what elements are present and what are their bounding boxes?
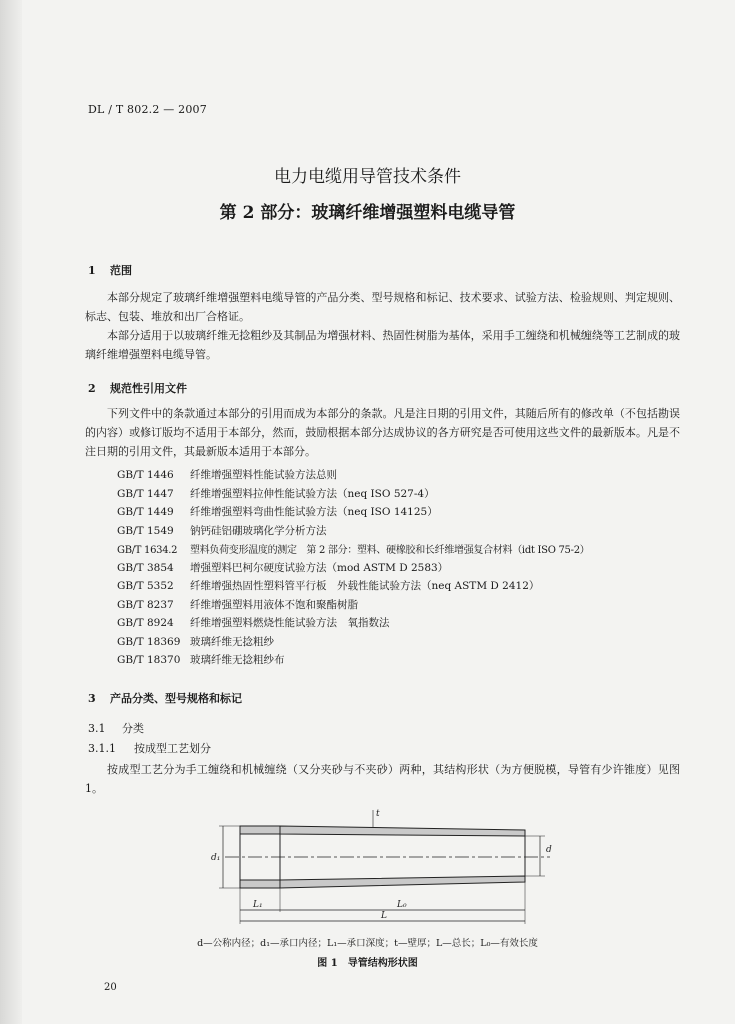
reference-code: GB/T 1634.2 xyxy=(117,545,178,556)
label-L0: L₀ xyxy=(397,900,407,910)
subsection-title: 分类 xyxy=(122,722,144,735)
section-1-body xyxy=(85,288,680,364)
page-number: 20 xyxy=(104,982,117,993)
reference-item xyxy=(117,578,687,597)
label-t: t xyxy=(376,809,380,819)
reference-title: 纤维增强塑料性能试验方法总则 xyxy=(190,469,337,481)
paragraph: 本部分规定了玻璃纤维增强塑料电缆导管的产品分类、型号规格和标记、技术要求、试验方法、检验规则、判定规则、标志、包装、堆放和出厂合格证。 xyxy=(85,291,680,323)
reference-item xyxy=(117,615,687,634)
pipe-wall-bottom xyxy=(280,876,525,888)
label-L: L xyxy=(381,911,387,921)
reference-item xyxy=(117,523,687,542)
subsection-number: 3.1 xyxy=(88,722,106,735)
reference-title: 塑料负荷变形温度的测定 第 2 部分：塑料、硬橡胶和长纤维增强复合材料（idt ISO 75-2） xyxy=(190,545,590,556)
reference-title: 纤维增强塑料燃烧性能试验方法 氧指数法 xyxy=(190,617,390,629)
section-number: 1 xyxy=(88,264,96,277)
reference-item xyxy=(117,504,687,523)
section-title: 范围 xyxy=(110,264,132,277)
paragraph: 本部分适用于以玻璃纤维无捻粗纱及其制品为增强材料、热固性树脂为基体，采用手工缠绕和机械缠绕等工艺制成的玻璃纤维增强塑料电缆导管。 xyxy=(85,329,680,361)
reference-item xyxy=(117,634,687,653)
document-title: 电力电缆用导管技术条件 xyxy=(274,167,461,187)
reference-title: 纤维增强热固性塑料管平行板 外载性能试验方法（neq ASTM D 2412） xyxy=(190,580,540,592)
conduit-structure-diagram xyxy=(205,806,560,931)
reference-code: GB/T 1549 xyxy=(117,524,174,537)
section-3-heading xyxy=(88,690,242,706)
subsection-3-1-heading xyxy=(88,720,144,736)
reference-title: 钠钙硅铝硼玻璃化学分析方法 xyxy=(190,524,327,537)
reference-code: GB/T 1446 xyxy=(117,469,174,481)
figure-legend: d—公称内径；d₁—承口内径；L₁—承口深度；t—壁厚；L—总长；L₀—有效长度 xyxy=(197,938,538,949)
document-subtitle: 第 2 部分：玻璃纤维增强塑料电缆导管 xyxy=(219,203,516,223)
section-3-body xyxy=(85,760,680,798)
reference-title: 纤维增强塑料拉伸性能试验方法（neq ISO 527-4） xyxy=(190,487,435,500)
label-d1: d₁ xyxy=(211,853,221,863)
reference-list xyxy=(117,467,687,671)
scan-shadow-edge xyxy=(0,0,22,1024)
reference-code: GB/T 8924 xyxy=(117,617,174,629)
section-2-body xyxy=(85,404,680,461)
subsection-title: 按成型工艺划分 xyxy=(134,742,211,755)
pipe-wall-top xyxy=(280,826,525,836)
section-1-heading xyxy=(88,262,132,278)
reference-title: 玻璃纤维无捻粗纱 xyxy=(190,635,274,648)
reference-item xyxy=(117,486,687,505)
label-L1: L₁ xyxy=(253,900,263,910)
section-number: 2 xyxy=(88,382,96,395)
section-2-heading xyxy=(88,380,187,396)
reference-title: 纤维增强塑料弯曲性能试验方法（neq ISO 14125） xyxy=(190,506,438,518)
reference-code: GB/T 5352 xyxy=(117,580,174,592)
label-d: d xyxy=(546,845,552,855)
reference-code: GB/T 1447 xyxy=(117,487,174,500)
reference-code: GB/T 1449 xyxy=(117,506,174,518)
figure-caption: 图 1 导管结构形状图 xyxy=(317,958,418,969)
reference-item xyxy=(117,652,687,671)
standard-number: DL / T 802.2 — 2007 xyxy=(88,103,207,116)
reference-item xyxy=(117,597,687,616)
reference-code: GB/T 18370 xyxy=(117,654,181,666)
section-title: 规范性引用文件 xyxy=(110,382,187,395)
reference-code: GB/T 18369 xyxy=(117,635,181,648)
reference-code: GB/T 3854 xyxy=(117,561,174,574)
reference-item xyxy=(117,467,687,486)
subsection-number: 3.1.1 xyxy=(88,742,116,755)
reference-item xyxy=(117,560,687,579)
paragraph: 按成型工艺分为手工缠绕和机械缠绕（又分夹砂与不夹砂）两种，其结构形状（为方便脱模，导管有少许锥度）见图 1。 xyxy=(85,763,680,795)
section-title: 产品分类、型号规格和标记 xyxy=(110,692,242,705)
reference-title: 玻璃纤维无捻粗纱布 xyxy=(190,654,285,666)
section-number: 3 xyxy=(88,692,96,705)
reference-code: GB/T 8237 xyxy=(117,598,174,611)
reference-title: 纤维增强塑料用液体不饱和聚酯树脂 xyxy=(190,598,358,611)
paragraph: 下列文件中的条款通过本部分的引用而成为本部分的条款。凡是注日期的引用文件，其随后所有的修改单（不包括勘误的内容）或修订版均不适用于本部分，然而，鼓励根据本部分达成协议的各方研究是否可使用这些文件的最新版本。凡是不注日期的引用文件，其最新版本适用于本部分。 xyxy=(85,407,680,458)
reference-title: 增强塑料巴柯尔硬度试验方法（mod ASTM D 2583） xyxy=(190,561,449,574)
reference-item xyxy=(117,541,687,560)
subsection-3-1-1-heading xyxy=(88,740,211,756)
